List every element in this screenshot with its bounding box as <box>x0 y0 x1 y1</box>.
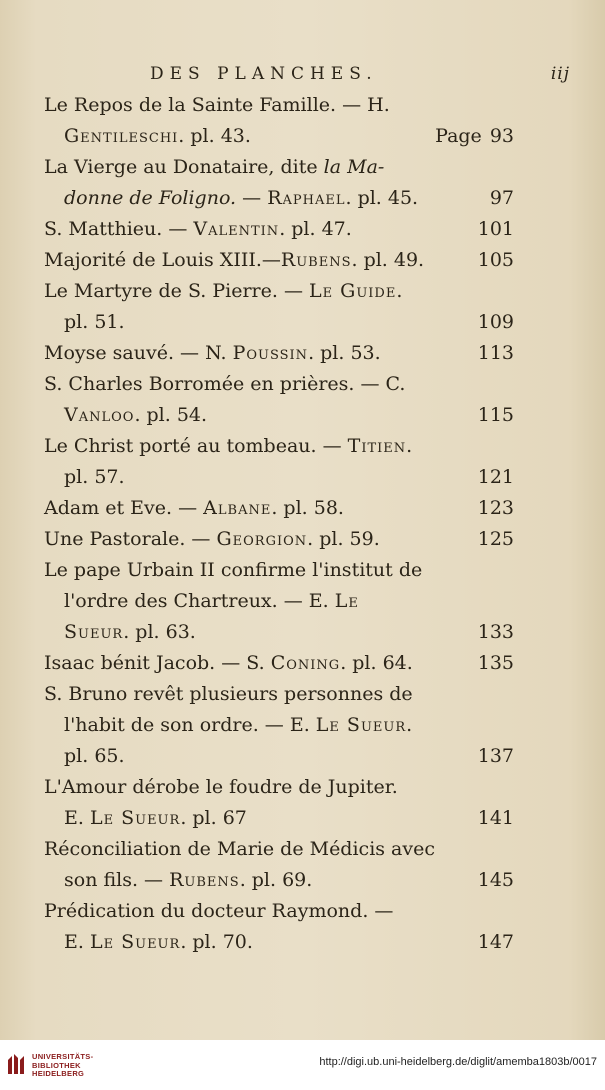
entry-text-part: . pl. 67 <box>180 807 247 829</box>
entry-text-part: . pl. 49. <box>351 249 425 271</box>
toc-entry <box>44 338 514 369</box>
entry-text <box>44 369 405 400</box>
toc-entry-continuation <box>44 183 514 214</box>
entry-text <box>44 555 422 586</box>
entry-text <box>44 772 398 803</box>
entry-text-part: S. Charles Borromée en prières. — C. <box>44 373 406 395</box>
toc-entry <box>44 772 514 803</box>
entry-text-part: son fils. — <box>64 869 170 891</box>
toc-entry-continuation <box>44 865 514 896</box>
entry-text-part: . <box>406 714 413 736</box>
entry-text-part: pl. 57. <box>64 466 125 488</box>
source-url[interactable]: http://digi.ub.uni-heidelberg.de/diglit/amemba1803b/0017 <box>319 1056 597 1068</box>
table-of-plates <box>44 90 514 958</box>
entry-text-part: Majorité de Louis XIII.— <box>44 249 281 271</box>
entry-text-part: . <box>396 280 403 302</box>
entry-text-part: Prédication du docteur Raymond. — <box>44 900 394 922</box>
entry-text-part: . pl. 63. <box>123 621 196 643</box>
toc-entry <box>44 245 514 276</box>
entry-text-part: . pl. 54. <box>134 404 208 426</box>
page-value: 115 <box>477 404 514 426</box>
entry-text <box>64 183 418 214</box>
page-number <box>490 183 514 214</box>
toc-entry <box>44 214 514 245</box>
entry-text <box>44 896 393 927</box>
logo-line: BIBLIOTHEK <box>32 1060 81 1070</box>
entry-text-part: Isaac bénit Jacob. — S. <box>44 652 271 674</box>
page-number <box>478 865 514 896</box>
toc-entry <box>44 834 514 865</box>
entry-text-part: La Vierge au Donataire, dite <box>44 156 324 178</box>
page-value: 101 <box>477 218 514 240</box>
entry-text-part: S. Matthieu. — <box>44 218 194 240</box>
entry-text <box>64 741 125 772</box>
entry-text-part: . pl. 59. <box>307 528 380 550</box>
page-value: 141 <box>477 807 514 829</box>
page-number <box>478 803 514 834</box>
logo-line: HEIDELBERG <box>32 1069 85 1078</box>
entry-text <box>44 648 413 679</box>
artist-name: Rubens <box>280 249 352 271</box>
entry-text-part: Le pape Urbain II confirme l'institut de <box>44 559 423 581</box>
entry-text-part: pl. 51. <box>64 311 125 333</box>
page-number <box>435 121 514 152</box>
entry-text-part: l'ordre des Chartreux. — E. <box>64 590 335 612</box>
toc-entry <box>44 152 514 183</box>
toc-entry <box>44 90 514 121</box>
entry-text-part: . pl. 58. <box>271 497 344 519</box>
toc-entry-continuation <box>44 307 514 338</box>
toc-entry <box>44 679 514 710</box>
page-number <box>478 462 514 493</box>
artist-name: Valentin <box>193 218 280 240</box>
page-number <box>478 214 514 245</box>
entry-text-part: Une Pastorale. — <box>44 528 217 550</box>
entry-text <box>44 679 413 710</box>
page-number <box>478 245 514 276</box>
page-number <box>478 927 514 958</box>
artist-name: Gentileschi <box>64 125 179 147</box>
logo-line: UNIVERSITÄTS- <box>32 1052 94 1061</box>
entry-text <box>44 245 424 276</box>
entry-text-part: E. <box>64 931 90 953</box>
entry-text <box>64 586 359 617</box>
entry-text <box>44 493 344 524</box>
toc-entry-continuation <box>44 927 514 958</box>
artist-name: Poussin <box>232 342 309 364</box>
toc-entry-continuation <box>44 617 514 648</box>
toc-entry-continuation <box>44 586 514 617</box>
artist-name: Le Guide <box>309 280 397 302</box>
page-number <box>478 617 514 648</box>
page-value: 133 <box>477 621 514 643</box>
page-value: 145 <box>477 869 514 891</box>
entry-text <box>44 431 412 462</box>
toc-entry <box>44 648 514 679</box>
page-value: 125 <box>477 528 514 550</box>
toc-entry <box>44 431 514 462</box>
folio-number: iij <box>550 64 570 84</box>
artist-name: Raphael <box>267 187 346 209</box>
page-value: 135 <box>477 652 514 674</box>
entry-text-part: Le Martyre de S. Pierre. — <box>44 280 309 302</box>
toc-entry-continuation <box>44 741 514 772</box>
toc-entry-continuation <box>44 462 514 493</box>
entry-text-part: S. Bruno revêt plusieurs personnes de <box>44 683 413 705</box>
page-value: 137 <box>477 745 514 767</box>
entry-text <box>64 865 312 896</box>
entry-text-part: . pl. 47. <box>279 218 352 240</box>
artist-name: Le Sueur <box>315 714 407 736</box>
entry-text <box>44 834 435 865</box>
entry-text <box>44 214 352 245</box>
page-number <box>478 400 514 431</box>
entry-text <box>64 400 207 431</box>
entry-text <box>64 121 251 152</box>
toc-entry <box>44 493 514 524</box>
entry-text <box>64 927 253 958</box>
library-logo-text <box>32 1053 93 1079</box>
toc-entry-continuation <box>44 400 514 431</box>
toc-entry <box>44 524 514 555</box>
entry-text-part: Réconciliation de Marie de Médicis avec <box>44 838 436 860</box>
entry-text <box>44 90 390 121</box>
entry-text <box>64 710 412 741</box>
page-value: 121 <box>477 466 514 488</box>
artist-name: Rubens <box>169 869 240 891</box>
page-number <box>478 307 514 338</box>
entry-text <box>64 617 196 648</box>
toc-entry <box>44 555 514 586</box>
entry-text <box>44 338 381 369</box>
entry-text-part: pl. 65. <box>64 745 125 767</box>
entry-text-part: . pl. 43. <box>178 125 251 147</box>
italic-title: la Ma- <box>323 156 385 178</box>
entry-text-part: . pl. 70. <box>180 931 253 953</box>
entry-text-part: E. <box>64 807 90 829</box>
entry-text <box>64 803 247 834</box>
artist-name: Georgion <box>216 528 308 550</box>
toc-entry-continuation <box>44 710 514 741</box>
entry-text <box>44 152 384 183</box>
artist-name: Le Sueur <box>89 807 181 829</box>
entry-text <box>64 462 125 493</box>
entry-text-part: L'Amour dérobe le foudre de Jupiter. <box>44 776 398 798</box>
entry-text-part: — <box>236 187 268 209</box>
page-number <box>478 524 514 555</box>
entry-text-part: l'habit de son ordre. — E. <box>64 714 316 736</box>
page-number <box>478 493 514 524</box>
page-value: 147 <box>477 931 514 953</box>
page-number <box>478 338 514 369</box>
page-label: Page <box>435 125 482 147</box>
entry-text-part: . pl. 53. <box>308 342 381 364</box>
toc-entry <box>44 369 514 400</box>
page-value: 105 <box>477 249 514 271</box>
digitization-footer <box>0 1040 605 1090</box>
entry-text-part: Moyse sauvé. — N. <box>44 342 233 364</box>
page-value: 113 <box>477 342 514 364</box>
entry-text-part: . pl. 64. <box>340 652 413 674</box>
entry-text-part: Le Christ porté au tombeau. — <box>44 435 348 457</box>
entry-text <box>64 307 125 338</box>
entry-text <box>44 524 380 555</box>
toc-entry <box>44 896 514 927</box>
page-value: 97 <box>489 187 514 209</box>
page-number <box>478 648 514 679</box>
toc-entry-continuation <box>44 121 514 152</box>
running-header <box>150 64 570 88</box>
page-value: 93 <box>489 125 514 147</box>
artist-name: Titien <box>347 435 407 457</box>
toc-entry <box>44 276 514 307</box>
artist-name: Le Sueur <box>89 931 181 953</box>
artist-name: Sueur <box>64 621 124 643</box>
artist-name: Albane <box>203 497 272 519</box>
toc-entry-continuation <box>44 803 514 834</box>
entry-text-part: . pl. 69. <box>239 869 313 891</box>
page-number <box>478 741 514 772</box>
library-logo-icon <box>6 1052 26 1076</box>
artist-name: Le <box>334 590 359 612</box>
artist-name: Vanloo <box>64 404 135 426</box>
running-title: DES PLANCHES. <box>150 64 378 84</box>
entry-text-part: Le Repos de la Sainte Famille. — H. <box>44 94 390 116</box>
entry-text-part: Adam et Eve. — <box>44 497 204 519</box>
entry-text-part: . <box>406 435 413 457</box>
page-value: 123 <box>477 497 514 519</box>
entry-text <box>44 276 402 307</box>
italic-title: donne de Foligno. <box>64 187 237 209</box>
artist-name: Coning <box>270 652 341 674</box>
entry-text-part: . pl. 45. <box>345 187 419 209</box>
page-value: 109 <box>477 311 514 333</box>
